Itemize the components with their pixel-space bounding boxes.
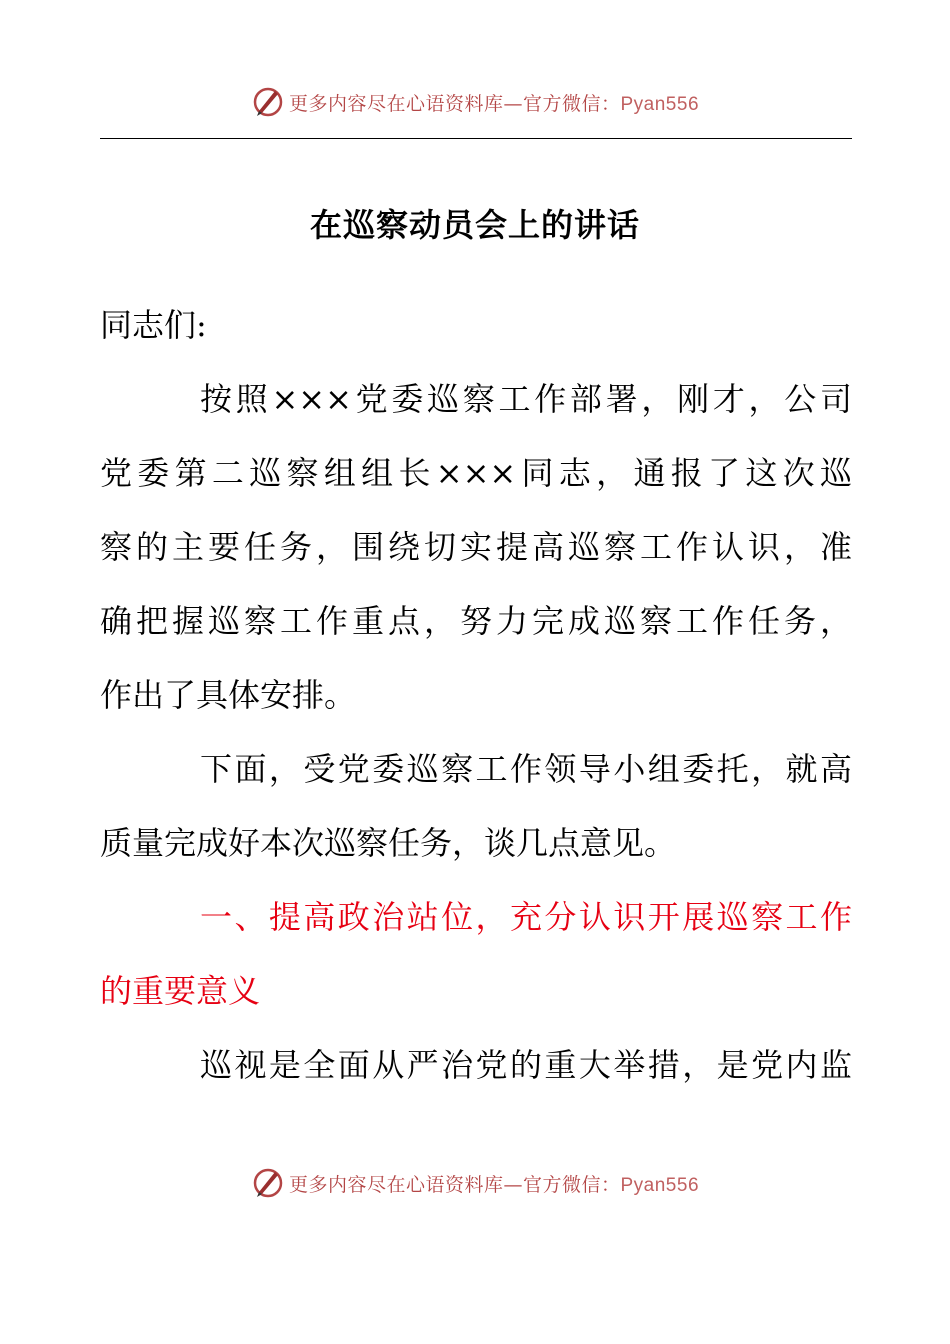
header-divider (100, 138, 852, 139)
pen-circle-logo-icon (251, 85, 285, 119)
heading-line: 的重要意义 (100, 972, 261, 1010)
text-line: 质量完成好本次巡察任务，谈几点意见。 (100, 824, 677, 862)
header-banner (0, 82, 950, 122)
paragraph (100, 362, 852, 732)
text-line: 党委第二巡察组组长×××同志，通报了这次巡 (100, 454, 852, 492)
text-line: 下面，受党委巡察工作领导小组委托，就高 (200, 750, 852, 788)
salutation: 同志们: (100, 306, 207, 344)
banner-text: 更多内容尽在心语资料库—官方微信：Pyan556 (288, 92, 700, 115)
paragraph (100, 732, 852, 880)
banner-text: 更多内容尽在心语资料库—官方微信：Pyan556 (288, 1173, 700, 1196)
text-line: 确把握巡察工作重点，努力完成巡察工作任务， (100, 602, 852, 640)
text-line: 按照×××党委巡察工作部署，刚才，公司 (200, 380, 852, 418)
text-line: 察的主要任务，围绕切实提高巡察工作认识，准 (100, 528, 852, 566)
text-line: 作出了具体安排。 (100, 676, 357, 714)
text-line: 巡视是全面从严治党的重大举措，是党内监 (200, 1046, 852, 1084)
pen-circle-logo-icon (251, 1166, 285, 1200)
section-heading (100, 880, 852, 1028)
heading-line: 一、提高政治站位，充分认识开展巡察工作 (200, 898, 852, 936)
footer-banner (0, 1163, 950, 1203)
document-title: 在巡察动员会上的讲话 (309, 206, 640, 244)
paragraph (100, 1028, 852, 1102)
document-body (100, 288, 852, 1102)
